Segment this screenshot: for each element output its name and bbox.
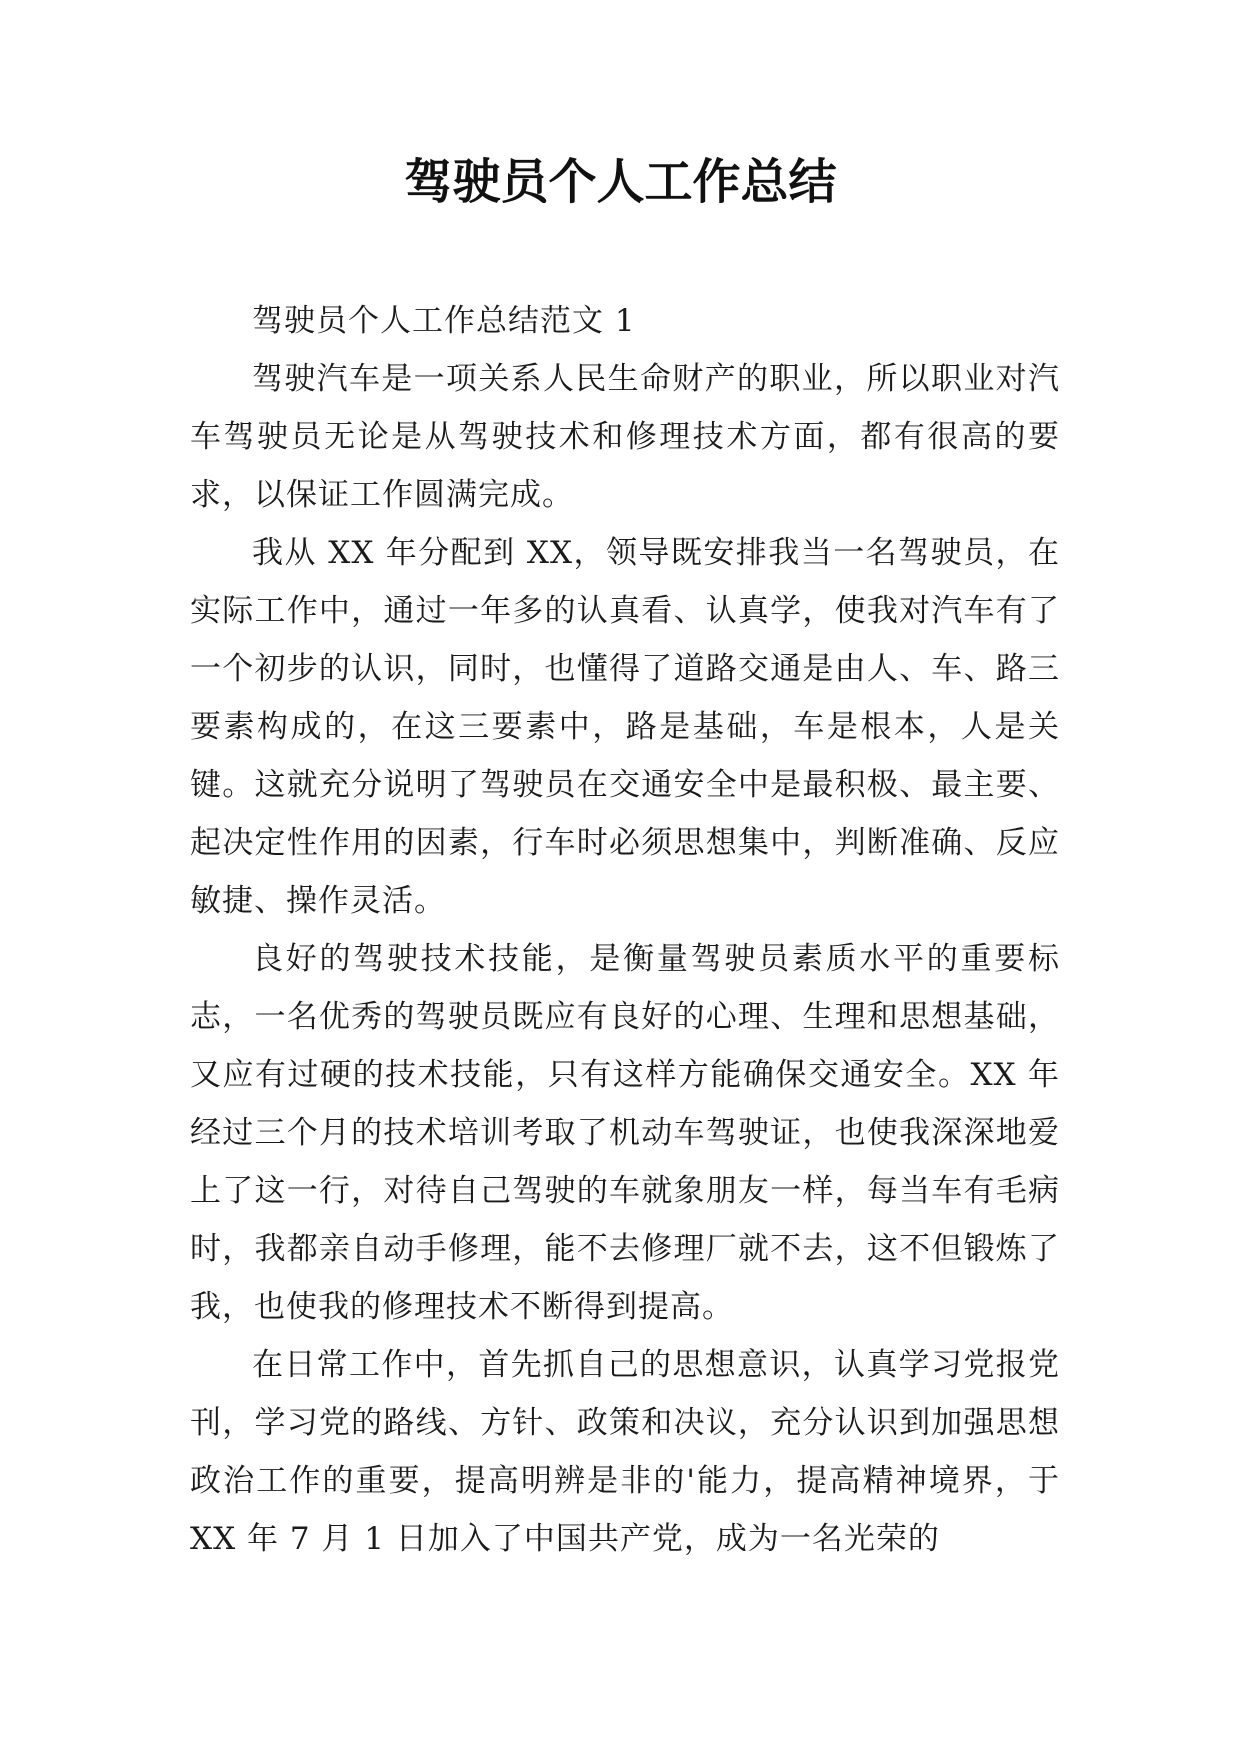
section-heading: 驾驶员个人工作总结范文 1: [252, 303, 636, 339]
document-body: [190, 292, 1060, 1568]
body-paragraph: 驾驶汽车是一项关系人民生命财产的职业，所以职业对汽车驾驶员无论是从驾驶技术和修理技术方面，都有很高的要求，以保证工作圆满完成。: [190, 361, 1060, 513]
body-paragraph: 在日常工作中，首先抓自己的思想意识，认真学习党报党刊，学习党的路线、方针、政策和决议，充分认识到加强思想政治工作的重要，提高明辨是非的'能力，提高精神境界，于 XX 年 7 月 1 日加入了中国共产党，成为一名光荣的: [190, 1347, 1060, 1557]
body-paragraph: 我从 XX 年分配到 XX，领导既安排我当一名驾驶员，在实际工作中，通过一年多的认真看、认真学，使我对汽车有了一个初步的认识，同时，也懂得了道路交通是由人、车、路三要素构成的，在这三要素中，路是基础，车是根本，人是关键。这就充分说明了驾驶员在交通安全中是最积极、最主要、起决定性作用的因素，行车时必须思想集中，判断准确、反应敏捷、操作灵活。: [190, 535, 1060, 919]
body-paragraph: 良好的驾驶技术技能，是衡量驾驶员素质水平的重要标志，一名优秀的驾驶员既应有良好的心理、生理和思想基础，又应有过硬的技术技能，只有这样方能确保交通安全。XX 年经过三个月的技术培训考取了机动车驾驶证，也使我深深地爱上了这一行，对待自己驾驶的车就象朋友一样，每当车有毛病时，我都亲自动手修理，能不去修理厂就不去，这不但锻炼了我，也使我的修理技术不断得到提高。: [190, 941, 1060, 1325]
document-title: 驾驶员个人工作总结: [404, 154, 837, 210]
